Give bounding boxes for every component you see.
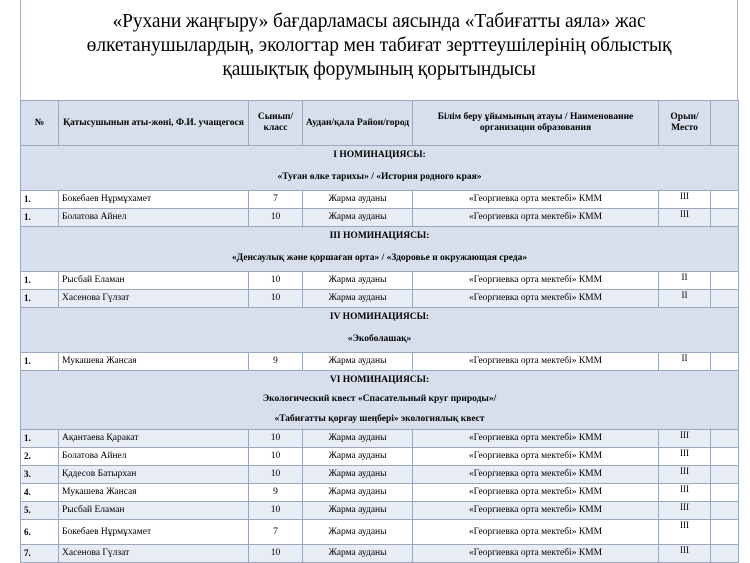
table-row [21, 466, 739, 484]
place-cell: ІІІ [659, 191, 711, 209]
table-row [21, 430, 739, 448]
row-number: 1. [21, 209, 59, 227]
participant-name: Бокебаев Нұрмұхамет [59, 191, 249, 209]
grade-cell: 10 [249, 448, 303, 466]
grade-cell: 7 [249, 520, 303, 545]
row-number: 1. [21, 191, 59, 209]
participant-name: Хасенова Гүлзат [59, 545, 249, 563]
district-cell: Жарма ауданы [303, 484, 413, 502]
participant-name: Ақантаева Қаракат [59, 430, 249, 448]
grade-cell: 10 [249, 502, 303, 520]
row-number: 5. [21, 502, 59, 520]
place-cell: ІІІ [659, 484, 711, 502]
row-number: 3. [21, 466, 59, 484]
extra-cell [711, 502, 739, 520]
nomination-subtitle [21, 409, 739, 430]
school-cell: «Георгиевка орта мектебі» КММ [413, 502, 659, 520]
district-cell: Жарма ауданы [303, 545, 413, 563]
extra-cell [711, 466, 739, 484]
school-cell: «Георгиевка орта мектебі» КММ [413, 545, 659, 563]
district-cell: Жарма ауданы [303, 430, 413, 448]
grade-cell: 10 [249, 545, 303, 563]
nomination-title [21, 164, 739, 191]
district-cell: Жарма ауданы [303, 353, 413, 371]
table-row [21, 502, 739, 520]
grade-cell: 10 [249, 290, 303, 308]
row-number: 1. [21, 272, 59, 290]
extra-cell [711, 520, 739, 545]
title-line-1: «Рухани жаңғыру» бағдарламасы аясында «Табиғатты аяла» жас [112, 11, 646, 32]
extra-cell [711, 209, 739, 227]
grade-cell: 10 [249, 466, 303, 484]
school-cell: «Георгиевка орта мектебі» КММ [413, 466, 659, 484]
place-cell: ІІІ [659, 466, 711, 484]
row-number: 1. [21, 290, 59, 308]
district-cell: Жарма ауданы [303, 520, 413, 545]
nomination-heading-text: VІ НОМИНАЦИЯСЫ: [21, 371, 739, 390]
extra-cell [711, 448, 739, 466]
row-number: 2. [21, 448, 59, 466]
nomination-subtitle [21, 389, 739, 409]
results-table [20, 100, 739, 563]
table-row [21, 353, 739, 371]
header-extra [711, 101, 739, 146]
row-number: 4. [21, 484, 59, 502]
row-number: 1. [21, 430, 59, 448]
header-school: Білім беру ұйымының атауы / Наименование организации образования [413, 101, 659, 146]
nomination-heading-text: І НОМИНАЦИЯСЫ: [21, 146, 739, 165]
header-row [21, 101, 739, 146]
participant-name: Болатова Айнел [59, 209, 249, 227]
school-cell: «Георгиевка орта мектебі» КММ [413, 290, 659, 308]
header-place: Орын/ Место [659, 101, 711, 146]
district-cell: Жарма ауданы [303, 448, 413, 466]
extra-cell [711, 272, 739, 290]
place-cell: ІІІ [659, 430, 711, 448]
nomination-title-text: «Туған өлке тарихы» / «История родного края» [21, 164, 739, 191]
school-cell: «Георгиевка орта мектебі» КММ [413, 272, 659, 290]
grade-cell: 7 [249, 191, 303, 209]
district-cell: Жарма ауданы [303, 290, 413, 308]
grade-cell: 9 [249, 353, 303, 371]
row-number: 1. [21, 353, 59, 371]
participant-name: Қадесов Батырхан [59, 466, 249, 484]
nomination-subtitle-text: «Табиғатты қорғау шеңбері» экологиялық квест [21, 409, 739, 430]
extra-cell [711, 191, 739, 209]
table-row [21, 191, 739, 209]
extra-cell [711, 290, 739, 308]
nomination-heading-text: ІІІ НОМИНАЦИЯСЫ: [21, 227, 739, 246]
place-cell: ІІ [659, 272, 711, 290]
grade-cell: 9 [249, 484, 303, 502]
table-row [21, 545, 739, 563]
district-cell: Жарма ауданы [303, 209, 413, 227]
place-cell: ІІІ [659, 502, 711, 520]
extra-cell [711, 484, 739, 502]
school-cell: «Георгиевка орта мектебі» КММ [413, 520, 659, 545]
header-grade: Сынып/ класс [249, 101, 303, 146]
district-cell: Жарма ауданы [303, 502, 413, 520]
participant-name: Бокебаев Нұрмұхамет [59, 520, 249, 545]
row-number: 6. [21, 520, 59, 545]
extra-cell [711, 545, 739, 563]
school-cell: «Георгиевка орта мектебі» КММ [413, 209, 659, 227]
school-cell: «Георгиевка орта мектебі» КММ [413, 353, 659, 371]
header-district: Аудан/қала Район/город [303, 101, 413, 146]
table-row [21, 209, 739, 227]
table-row [21, 272, 739, 290]
table-row [21, 290, 739, 308]
district-cell: Жарма ауданы [303, 272, 413, 290]
nomination-title-text: «Денсаулық және қоршаған орта» / «Здоровье и окружающая среда» [21, 245, 739, 272]
participant-name: Мукашева Жансая [59, 484, 249, 502]
table-row [21, 520, 739, 545]
place-cell: ІІІ [659, 209, 711, 227]
nomination-subtitle-text: Экологический квест «Спасательный круг природы»/ [21, 389, 739, 409]
nomination-heading [21, 308, 739, 327]
participant-name: Рысбай Еламан [59, 502, 249, 520]
district-cell: Жарма ауданы [303, 191, 413, 209]
document-title [20, 0, 738, 100]
school-cell: «Георгиевка орта мектебі» КММ [413, 484, 659, 502]
grade-cell: 10 [249, 209, 303, 227]
participant-name: Болатова Айнел [59, 448, 249, 466]
title-line-2: өлкетанушылардың, экологтар мен табиғат зерттеушілерінің облыстық [86, 35, 672, 56]
nomination-heading [21, 227, 739, 246]
nomination-title [21, 326, 739, 353]
place-cell: ІІ [659, 290, 711, 308]
school-cell: «Георгиевка орта мектебі» КММ [413, 191, 659, 209]
participant-name: Рысбай Еламан [59, 272, 249, 290]
nomination-heading [21, 371, 739, 390]
nomination-title-text: «Экоболашақ» [21, 326, 739, 353]
place-cell: ІІІ [659, 448, 711, 466]
district-cell: Жарма ауданы [303, 466, 413, 484]
header-name: Қатысушынын аты-жөні, Ф.И. учащегося [59, 101, 249, 146]
grade-cell: 10 [249, 430, 303, 448]
title-line-3: қашықтық форумының қорытындысы [222, 59, 536, 80]
table-row [21, 484, 739, 502]
results-body [21, 146, 739, 563]
extra-cell [711, 430, 739, 448]
row-number: 7. [21, 545, 59, 563]
nomination-heading-text: ІV НОМИНАЦИЯСЫ: [21, 308, 739, 327]
participant-name: Хасенова Гүлзат [59, 290, 249, 308]
participant-name: Мукашева Жансая [59, 353, 249, 371]
nomination-heading [21, 146, 739, 165]
place-cell: ІІ [659, 353, 711, 371]
place-cell: ІІІ [659, 545, 711, 563]
table-row [21, 448, 739, 466]
place-cell: ІІІ [659, 520, 711, 545]
extra-cell [711, 353, 739, 371]
school-cell: «Георгиевка орта мектебі» КММ [413, 430, 659, 448]
grade-cell: 10 [249, 272, 303, 290]
nomination-title [21, 245, 739, 272]
header-no: № [21, 101, 59, 146]
school-cell: «Георгиевка орта мектебі» КММ [413, 448, 659, 466]
